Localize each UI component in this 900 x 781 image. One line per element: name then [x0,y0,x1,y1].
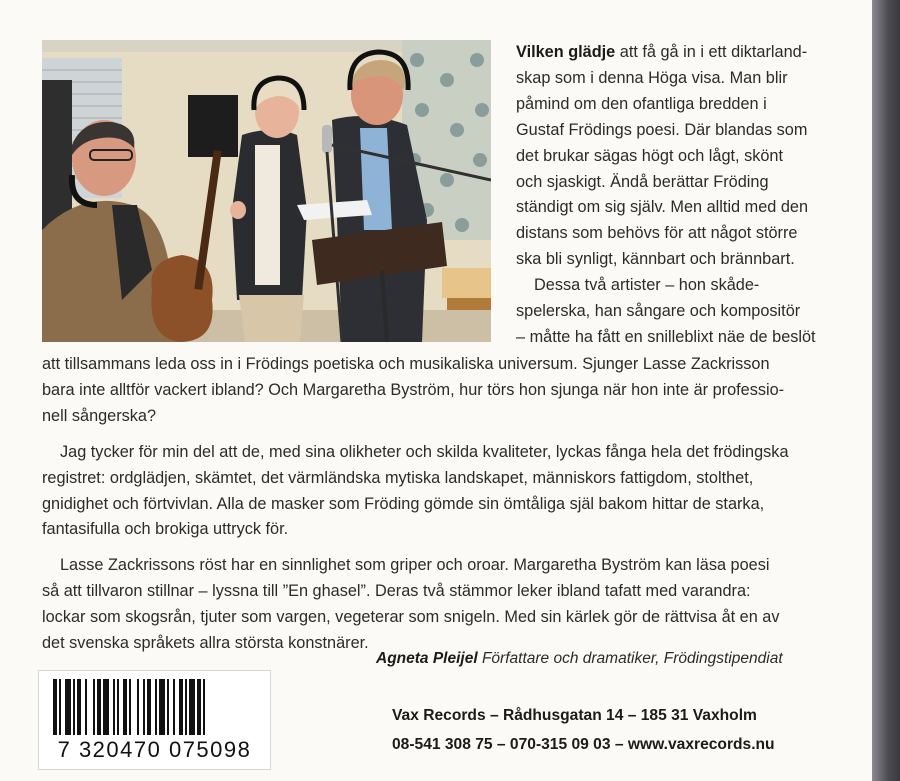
paragraph-2-line: – måtte ha fått en snilleblixt näe de beslöt [516,327,816,346]
lead-line-1-rest: att få gå in i ett diktarland- [615,43,808,61]
body-text [42,352,842,657]
author-name: Agneta Pleijel [376,650,478,667]
contact-info [392,701,842,759]
paragraph-2-line: att tillsammans leda oss in i Frödings poetiska och musikaliska universum. Sjunger Lasse Zackrisson [42,355,770,373]
barcode [38,670,271,770]
paragraph-4-line: Lasse Zackrissons röst har en sinnlighet som griper och oroar. Margaretha Byström kan läsa poesi [60,556,770,575]
paragraph-3-line: registret: ordglädjen, skämtet, det värmländska mytiska landskapet, människors fattigdom, stolthet, [42,468,754,487]
case-edge [872,0,900,781]
publisher-address: Vax Records – Rådhusgatan 14 – 185 31 Vaxholm [392,707,757,724]
lead-line: ska bli synligt, kännbart och brännbart. [516,250,795,269]
lead-line: distans som behövs för att något större [516,224,798,243]
lead-line-1 [516,40,846,66]
paragraph-2-line: nell sångerska? [42,406,157,425]
publisher-phones-web: 08-541 308 75 – 070-315 09 03 – www.vaxrecords.nu [392,736,775,753]
paragraph-4-line: så att tillvaron stillnar – lyssna till ”En ghasel”. Deras två stämmor leker ibland tafatt med varandra: [42,582,751,601]
lead-line: det brukar sägas högt och lågt, skönt [516,146,783,165]
paragraph-4-line: lockar som skogsrån, tjuter som vargen, vegeterar som snigeln. Med sin kärlek gör de rättvisa åt en av [42,608,780,627]
lead-opening-words: Vilken glädje [516,43,616,61]
recording-studio-photo [42,40,491,342]
lead-line: ständigt om sig själv. Men alltid med den [516,198,808,217]
signature [376,650,836,668]
author-role: Författare och dramatiker, Frödingstipendiat [477,650,783,667]
paragraph-3-line: fantasifulla och brokiga uttryck för. [42,520,289,539]
barcode-bars [39,671,270,741]
lead-column [516,40,846,351]
paragraph-4-line: det svenska språkets allra största konstnärer. [42,634,369,653]
paragraph-3-line: Jag tycker för min del att de, med sina olikheter och skilda kvaliteter, lyckas fånga hela det frödingska [60,442,789,461]
lead-line: skap som i denna Höga visa. Man blir [516,68,788,87]
lead-line: Gustaf Frödings poesi. Där blandas som [516,120,808,139]
paragraph-2-line: Dessa två artister – hon skåde- [534,276,760,295]
barcode-number: 7 320470 075098 [57,737,252,762]
paragraph-2-line: bara inte alltför vackert ibland? Och Margaretha Byström, hur törs hon sjunga när hon inte är professio- [42,380,785,399]
paragraph-2-line: spelerska, han sångare och kompositör [516,302,801,321]
paragraph-3-line: gnidighet och förtvivlan. Alla de masker som Fröding gömde sin ömtåliga själ bakom hittar de starka, [42,494,765,513]
lead-line: påmind om den ofantliga bredden i [516,94,767,113]
lead-line: och sjaskigt. Ändå berättar Fröding [516,172,769,191]
